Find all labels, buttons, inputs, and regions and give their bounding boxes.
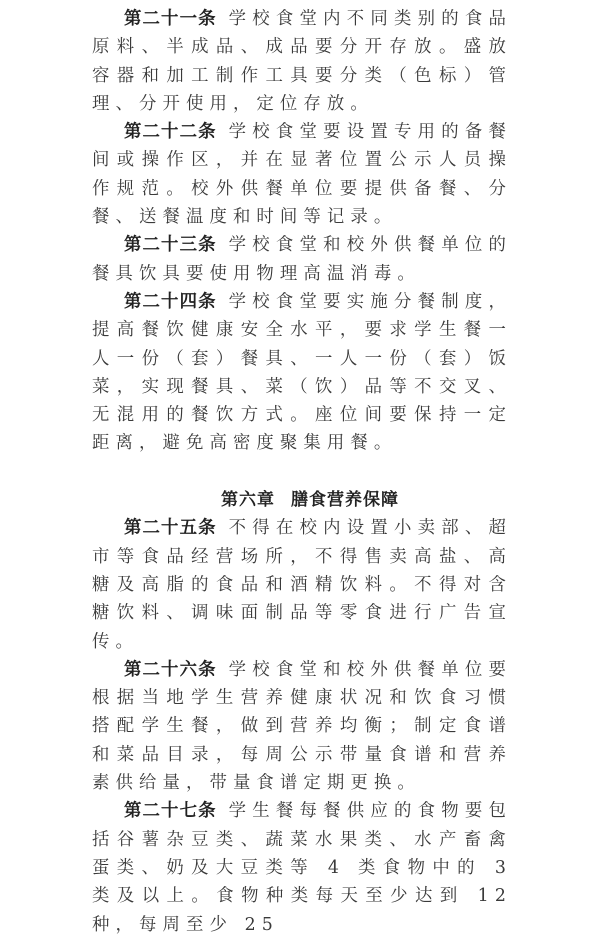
article-text: 学校食堂和校外供餐单位的餐具饮具要使用物理高温消毒。	[92, 235, 512, 284]
article-text: 学生餐每餐供应的食物要包括谷薯杂豆类、蔬菜水果类、水产畜禽蛋类、奶及大豆类等 4 类食物中的 3 类及以上。食物种类每天至少达到 12 种，每周至少 25	[92, 801, 512, 935]
article-number: 第二十三条	[124, 235, 217, 256]
article-text: 学校食堂和校外供餐单位要根据当地学生营养健康状况和饮食习惯搭配学生餐，做到营养均衡；制定食谱和菜品目录，每周公示带量食谱和营养素供给量，带量食谱定期更换。	[92, 659, 512, 794]
article-number: 第二十五条	[124, 518, 217, 539]
article-number: 第二十一条	[124, 9, 217, 29]
article-23	[92, 231, 512, 288]
chapter-title: 膳食营养保障	[291, 490, 399, 511]
article-26	[92, 656, 512, 797]
article-22	[92, 118, 512, 231]
article-21	[92, 5, 512, 118]
article-text: 不得在校内设置小卖部、超市等食品经营场所，不得售卖高盐、高糖及高脂的食品和酒精饮料。不得对含糖饮料、调味面制品等零食进行广告宣传。	[92, 518, 512, 652]
article-text: 学校食堂要设置专用的备餐间或操作区，并在显著位置公示人员操作规范。校外供餐单位要提供备餐、分餐、送餐温度和时间等记录。	[92, 122, 512, 228]
article-text: 学校食堂内不同类别的食品原料、半成品、成品要分开存放。盛放容器和加工制作工具要分类（色标）管理、分开使用，定位存放。	[92, 9, 512, 114]
article-25	[92, 514, 512, 655]
article-number: 第二十二条	[124, 122, 217, 143]
article-24	[92, 288, 512, 458]
article-text: 学校食堂要实施分餐制度，提高餐饮健康安全水平，要求学生餐一人一份（套）餐具、一人一份（套）饭菜，实现餐具、菜（饮）品等不交叉、无混用的餐饮方式。座位间要保持一定距离，避免高密度聚集用餐。	[92, 291, 512, 454]
article-number: 第二十六条	[124, 659, 217, 680]
article-number: 第二十七条	[124, 801, 217, 822]
document-page	[92, 5, 512, 939]
blank-line	[92, 458, 512, 486]
article-27	[92, 797, 512, 938]
chapter-heading	[92, 486, 512, 514]
chapter-number: 第六章	[221, 490, 275, 511]
article-number: 第二十四条	[124, 291, 217, 312]
